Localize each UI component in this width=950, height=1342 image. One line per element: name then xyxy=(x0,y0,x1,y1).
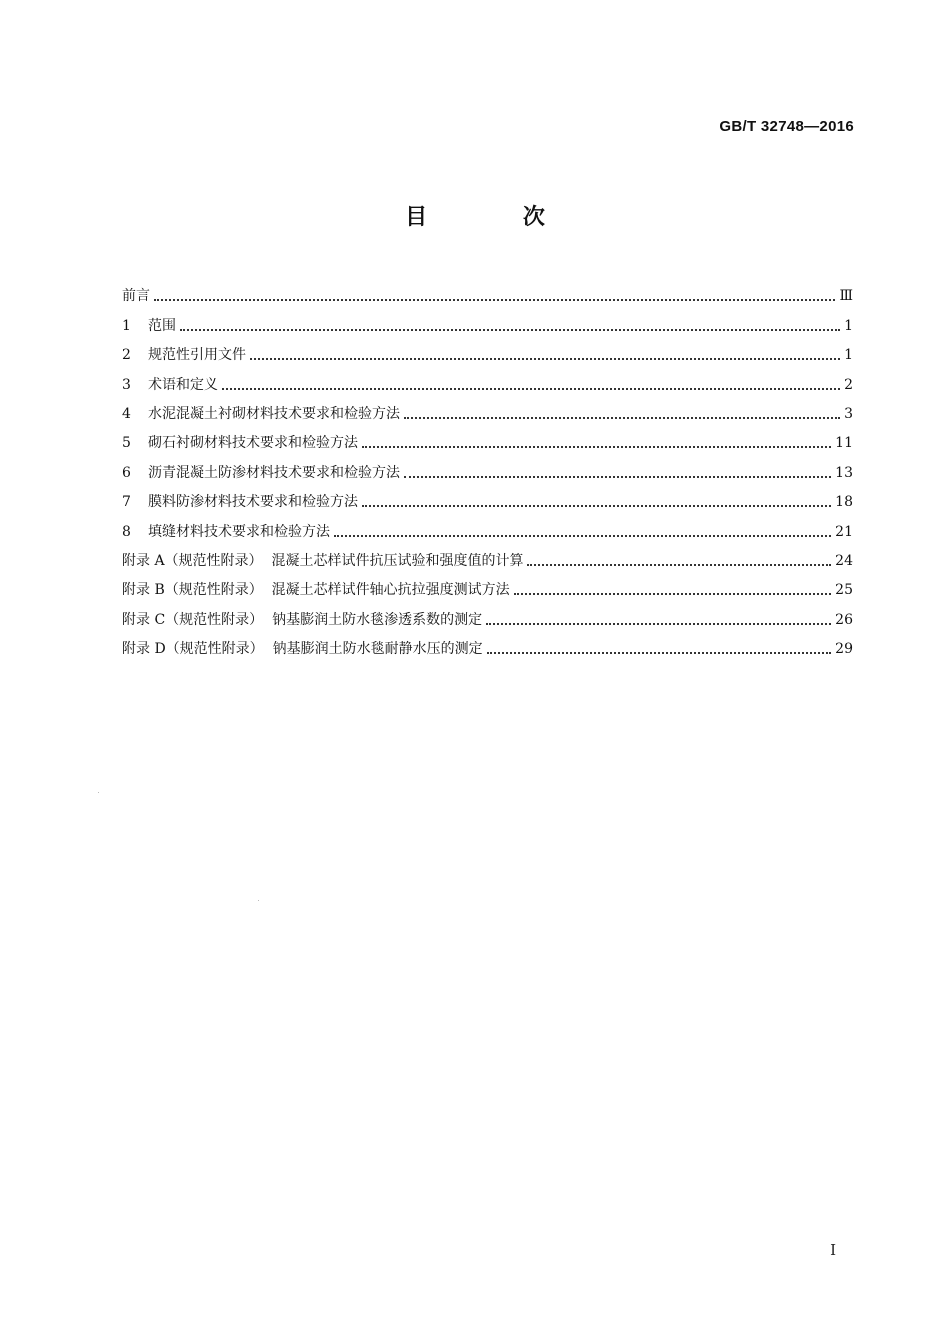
toc-leader-dots xyxy=(154,299,835,301)
toc-leader-dots xyxy=(487,652,832,654)
toc-annex-d[interactable] xyxy=(122,631,853,660)
toc-entry-2[interactable] xyxy=(122,337,853,366)
toc-entry-foreword[interactable] xyxy=(122,278,853,307)
toc-page-number: 25 xyxy=(835,582,853,599)
toc-entry-text: 砌石衬砌材料技术要求和检验方法 xyxy=(148,435,358,452)
scan-speck xyxy=(98,792,99,793)
toc-entry-3[interactable] xyxy=(122,366,853,395)
toc-entry-text: 沥青混凝土防渗材料技术要求和检验方法 xyxy=(148,464,400,481)
toc-annex-a[interactable] xyxy=(122,543,853,572)
toc-entry-text: 前言 xyxy=(122,288,150,305)
toc-entry-6[interactable] xyxy=(122,454,853,483)
toc-entry-8[interactable] xyxy=(122,513,853,542)
toc-leader-dots xyxy=(404,476,831,478)
toc-entry-text: 钠基膨润土防水毯渗透系数的测定 xyxy=(272,611,483,628)
toc-entry-number: 6 xyxy=(122,464,131,481)
toc-annex-c[interactable] xyxy=(122,601,853,630)
toc-leader-dots xyxy=(514,593,832,595)
toc-leader-dots xyxy=(180,329,840,331)
table-of-contents xyxy=(122,278,853,660)
toc-entry-text: 混凝土芯样试件抗压试验和强度值的计算 xyxy=(271,552,524,569)
toc-title: 目 次 xyxy=(405,205,589,230)
toc-page-number: 1 xyxy=(844,317,853,334)
toc-entry-text: 填缝材料技术要求和检验方法 xyxy=(148,523,330,540)
toc-annex-id: 附录 D（规范性附录） xyxy=(122,641,264,658)
toc-leader-dots xyxy=(222,388,840,390)
toc-leader-dots xyxy=(362,446,831,448)
toc-entry-number: 5 xyxy=(122,435,131,452)
toc-leader-dots xyxy=(362,505,831,507)
toc-entry-number: 1 xyxy=(122,317,131,334)
toc-entry-text: 膜料防渗材料技术要求和检验方法 xyxy=(148,494,358,511)
toc-entry-number: 8 xyxy=(122,523,131,540)
scan-speck xyxy=(258,900,259,901)
standard-code: GB/T 32748—2016 xyxy=(719,118,854,135)
toc-entry-text: 混凝土芯样试件轴心抗拉强度测试方法 xyxy=(271,582,510,599)
toc-page-number: 11 xyxy=(835,435,853,452)
toc-annex-id: 附录 A（规范性附录） xyxy=(122,552,263,569)
toc-entry-1[interactable] xyxy=(122,307,853,336)
toc-entry-5[interactable] xyxy=(122,425,853,454)
toc-entry-text: 水泥混凝土衬砌材料技术要求和检验方法 xyxy=(148,405,400,422)
toc-leader-dots xyxy=(334,535,831,537)
toc-page-number: 3 xyxy=(844,405,853,422)
toc-entry-number: 2 xyxy=(122,347,131,364)
toc-entry-4[interactable] xyxy=(122,396,853,425)
toc-entry-text: 规范性引用文件 xyxy=(148,347,246,364)
toc-page-number: 13 xyxy=(835,464,853,481)
toc-page-number: 24 xyxy=(835,552,853,569)
toc-entry-7[interactable] xyxy=(122,484,853,513)
toc-page-number: 26 xyxy=(835,611,853,628)
toc-entry-text: 范围 xyxy=(148,317,176,334)
page-number: I xyxy=(830,1241,836,1259)
toc-entry-text: 术语和定义 xyxy=(148,376,218,393)
toc-annex-id: 附录 C（规范性附录） xyxy=(122,611,264,628)
toc-page-number: 2 xyxy=(844,376,853,393)
toc-leader-dots xyxy=(527,564,831,566)
toc-leader-dots xyxy=(486,623,831,625)
toc-page-number: 1 xyxy=(844,347,853,364)
toc-leader-dots xyxy=(404,417,840,419)
toc-annex-id: 附录 B（规范性附录） xyxy=(122,582,263,599)
toc-page-number: Ⅲ xyxy=(839,288,853,305)
toc-entry-number: 3 xyxy=(122,376,131,393)
toc-entry-text: 钠基膨润土防水毯耐静水压的测定 xyxy=(272,641,483,658)
toc-entry-number: 4 xyxy=(122,405,131,422)
toc-page-number: 29 xyxy=(835,641,853,658)
toc-entry-number: 7 xyxy=(122,494,131,511)
toc-annex-b[interactable] xyxy=(122,572,853,601)
toc-leader-dots xyxy=(250,358,840,360)
toc-page-number: 21 xyxy=(835,523,853,540)
toc-page-number: 18 xyxy=(835,494,853,511)
